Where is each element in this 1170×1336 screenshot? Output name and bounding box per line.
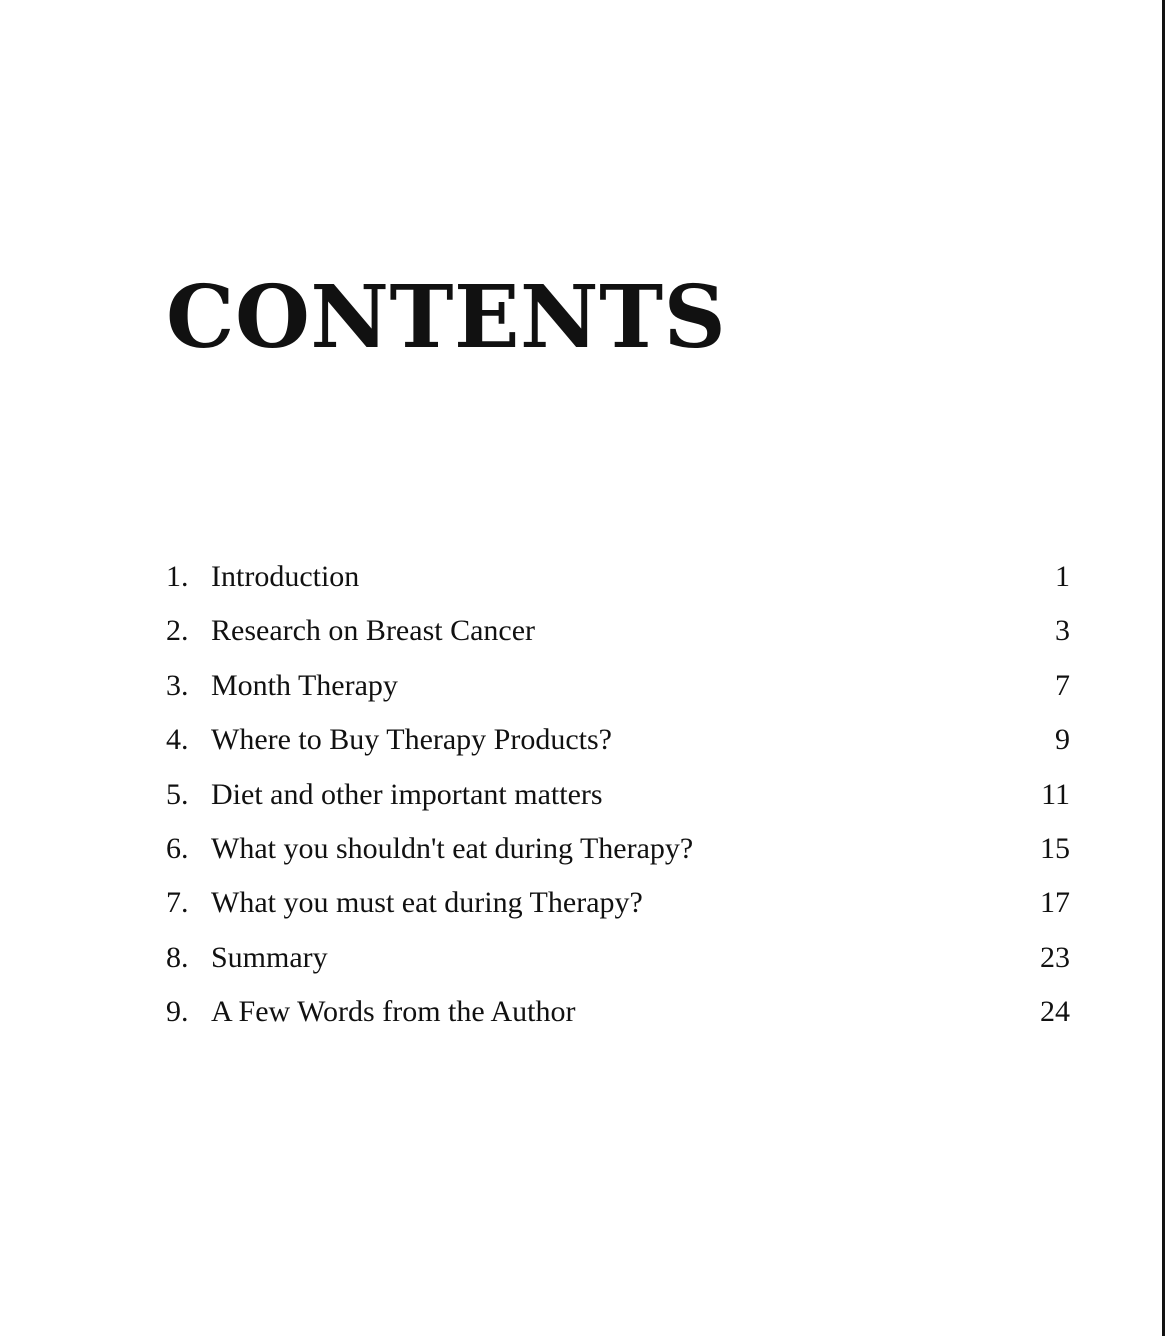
toc-entry-title: Summary bbox=[211, 940, 328, 974]
toc-entry-number: 5. bbox=[166, 777, 189, 811]
toc-entry-page: 3 bbox=[1055, 614, 1070, 648]
toc-entry-number: 1. bbox=[166, 560, 189, 593]
toc-entry-title: What you must eat during Therapy? bbox=[211, 886, 643, 920]
toc-entry-title: Month Therapy bbox=[211, 668, 398, 702]
toc-entry-page: 7 bbox=[1055, 668, 1070, 702]
toc-entry-page: 1 bbox=[1055, 560, 1070, 593]
toc-entry-number: 4. bbox=[166, 723, 189, 757]
toc-entry-8[interactable] bbox=[166, 936, 1070, 990]
toc-entry-title: Introduction bbox=[211, 560, 360, 593]
toc-entry-page: 17 bbox=[1040, 886, 1070, 920]
toc-entry-4[interactable] bbox=[166, 718, 1070, 772]
toc-entry-9[interactable] bbox=[166, 990, 1070, 1044]
toc-entry-page: 24 bbox=[1040, 995, 1070, 1029]
table-of-contents bbox=[166, 555, 1070, 1045]
toc-entry-title: A Few Words from the Author bbox=[211, 995, 576, 1029]
toc-entry-number: 2. bbox=[166, 614, 189, 648]
toc-entry-number: 8. bbox=[166, 940, 189, 974]
toc-entry-title: Diet and other important matters bbox=[211, 777, 603, 811]
toc-entry-2[interactable] bbox=[166, 609, 1070, 663]
toc-entry-5[interactable] bbox=[166, 773, 1070, 827]
toc-entry-page: 15 bbox=[1040, 831, 1070, 865]
toc-entry-7[interactable] bbox=[166, 881, 1070, 935]
toc-entry-page: 11 bbox=[1041, 777, 1070, 811]
toc-entry-number: 3. bbox=[166, 668, 189, 702]
toc-entry-page: 9 bbox=[1055, 723, 1070, 757]
toc-entry-number: 9. bbox=[166, 995, 189, 1029]
toc-entry-1[interactable] bbox=[166, 555, 1070, 609]
toc-entry-title: Where to Buy Therapy Products? bbox=[211, 723, 613, 757]
toc-entry-page: 23 bbox=[1040, 940, 1070, 974]
page-edge-divider bbox=[1162, 0, 1165, 1336]
toc-entry-3[interactable] bbox=[166, 664, 1070, 718]
toc-entry-number: 7. bbox=[166, 886, 189, 920]
toc-entry-title: What you shouldn't eat during Therapy? bbox=[211, 831, 694, 865]
toc-entry-6[interactable] bbox=[166, 827, 1070, 881]
page-title: CONTENTS bbox=[166, 267, 727, 368]
toc-entry-number: 6. bbox=[166, 831, 189, 865]
toc-entry-title: Research on Breast Cancer bbox=[211, 614, 536, 648]
